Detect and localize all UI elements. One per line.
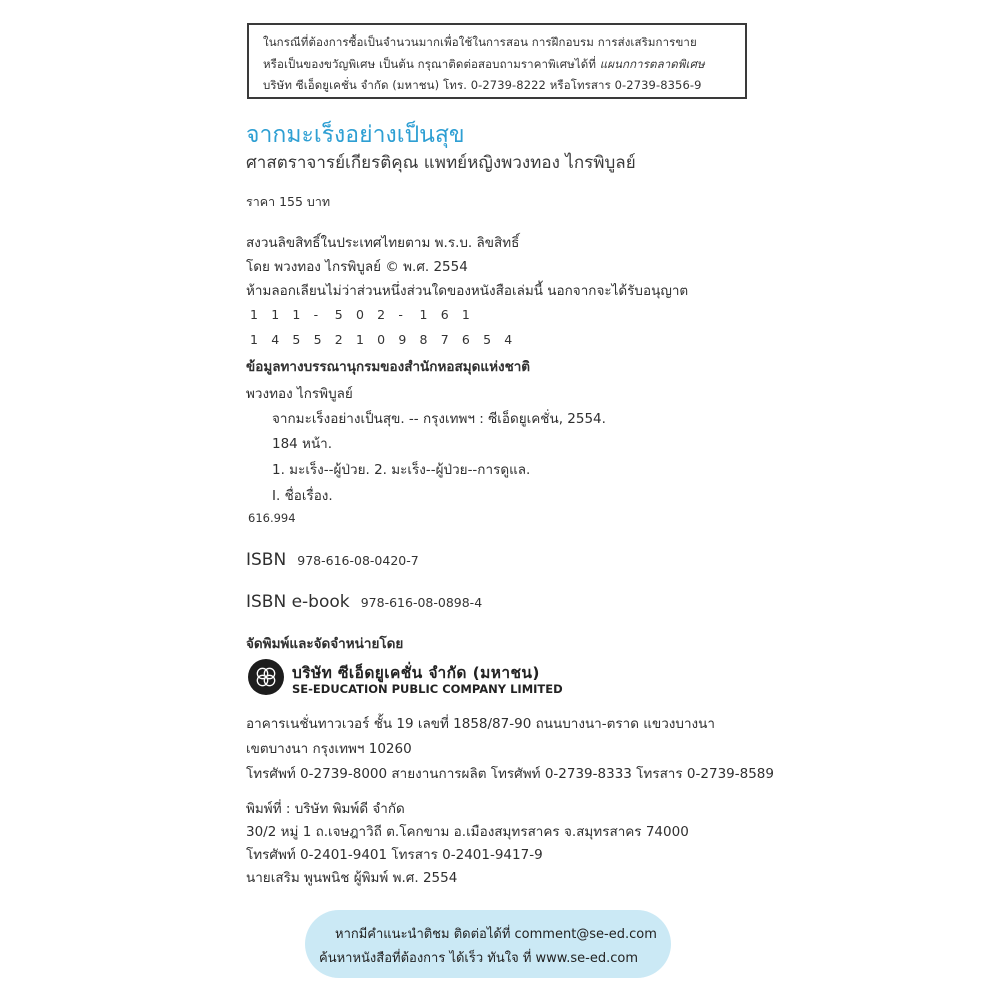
- cataloging-author: พวงทอง ไกรพิบูลย์: [246, 386, 353, 402]
- cataloging-title-entry: I. ชื่อเรื่อง.: [272, 488, 333, 504]
- bulk-order-notice-box: [247, 23, 747, 99]
- print-code-digit: 0: [377, 332, 386, 347]
- book-price: ราคา 155 บาท: [246, 194, 331, 209]
- print-code-digit: 1: [250, 307, 258, 322]
- notice-line-2: [263, 56, 705, 74]
- publisher-address-line-1: อาคารเนชั่นทาวเวอร์ ชั้น 19 เลขที่ 1858/87-90 ถนนบางนา-ตราด แขวงบางนา: [246, 716, 715, 732]
- cataloging-subjects: 1. มะเร็ง--ผู้ป่วย. 2. มะเร็ง--ผู้ป่วย--การดูแล.: [272, 462, 531, 478]
- print-code-digit: 1: [292, 307, 301, 322]
- special-marketing-dept: แผนกการตลาดพิเศษ: [599, 57, 705, 71]
- classification-number: 616.994: [248, 511, 296, 525]
- publisher-address-line-2: เขตบางนา กรุงเทพฯ 10260: [246, 741, 412, 757]
- cataloging-entry: จากมะเร็งอย่างเป็นสุข. -- กรุงเทพฯ : ซีเอ็ดยูเคชั่น, 2554.: [272, 411, 606, 427]
- print-code-digit: 4: [271, 332, 280, 347]
- publisher-phones: โทรศัพท์ 0-2739-8000 สายงานการผลิต โทรศัพท์ 0-2739-8333 โทรสาร 0-2739-8589: [246, 766, 774, 782]
- book-author: ศาสตราจารย์เกียรติคุณ แพทย์หญิงพวงทอง ไกรพิบูลย์: [246, 153, 636, 173]
- isbn-ebook-value: 978-616-08-0898-4: [360, 595, 483, 610]
- print-code-digit: 1: [419, 307, 428, 322]
- print-code-digit: 6: [440, 307, 449, 322]
- copyright-line-2: โดย พวงทอง ไกรพิบูลย์ © พ.ศ. 2554: [246, 259, 468, 275]
- contact-bubble: [305, 910, 671, 978]
- print-code-digit: 9: [398, 332, 407, 347]
- print-code-digit: -: [313, 307, 319, 322]
- print-code-digit: 0: [355, 307, 364, 322]
- print-code-digit: 4: [504, 332, 513, 347]
- print-code-digit: 1: [271, 307, 280, 322]
- print-code-digit: 1: [250, 332, 258, 347]
- print-code-digit: 2: [334, 332, 343, 347]
- printer-line-2: 30/2 หมู่ 1 ถ.เจษฎาวิถี ต.โคกขาม อ.เมืองสมุทรสาคร จ.สมุทรสาคร 74000: [246, 824, 689, 840]
- notice-line-3: บริษัท ซีเอ็ดยูเคชั่น จำกัด (มหาชน) โทร. 0-2739-8222 หรือโทรสาร 0-2739-8356-9: [263, 78, 702, 92]
- print-code-digit: 1: [461, 307, 470, 322]
- cataloging-pages: 184 หน้า.: [272, 436, 333, 452]
- copyright-line-1: สงวนลิขสิทธิ์ในประเทศไทยตาม พ.ร.บ. ลิขสิทธิ์: [246, 235, 520, 251]
- cataloging-heading: ข้อมูลทางบรรณานุกรมของสำนักหอสมุดแห่งชาติ: [246, 359, 531, 375]
- print-code-digit: 5: [483, 332, 492, 347]
- print-code-digit: 8: [419, 332, 428, 347]
- print-code-digit: -: [398, 307, 403, 322]
- print-code-digit: 1: [355, 332, 364, 347]
- book-title: จากมะเร็งอย่างเป็นสุข: [246, 122, 465, 148]
- print-code-digit: 6: [461, 332, 470, 347]
- print-code-digit: 5: [334, 307, 343, 322]
- print-code-digit: 7: [440, 332, 449, 347]
- printer-line-1: พิมพ์ที่ : บริษัท พิมพ์ดี จำกัด: [246, 801, 405, 817]
- contact-comment-line: หากมีคำแนะนำติชม ติดต่อได้ที่ comment@se-ed.com: [335, 927, 657, 942]
- isbn-ebook-label: ISBN e-book: [246, 592, 350, 612]
- printer-line-4: นายเสริม พูนพนิช ผู้พิมพ์ พ.ศ. 2554: [246, 870, 458, 886]
- isbn-ebook-row: [246, 592, 482, 612]
- publisher-heading: จัดพิมพ์และจัดจำหน่ายโดย: [246, 636, 404, 652]
- notice-line-2-text: หรือเป็นของขวัญพิเศษ เป็นต้น กรุณาติดต่อสอบถามราคาพิเศษได้ที่: [263, 57, 600, 71]
- print-code-row-1: [250, 307, 483, 322]
- print-code-digit: 5: [313, 332, 322, 347]
- isbn-value: 978-616-08-0420-7: [297, 553, 419, 568]
- isbn-label: ISBN: [246, 550, 287, 570]
- publisher-name-thai: บริษัท ซีเอ็ดยูเคชั่น จำกัด (มหาชน): [292, 664, 540, 682]
- print-code-digit: 2: [377, 307, 386, 322]
- printer-line-3: โทรศัพท์ 0-2401-9401 โทรสาร 0-2401-9417-9: [246, 847, 543, 863]
- publisher-name-english: SE-EDUCATION PUBLIC COMPANY LIMITED: [292, 682, 563, 696]
- contact-website-line: ค้นหาหนังสือที่ต้องการ ได้เร็ว ทันใจ ที่ www.se-ed.com: [319, 951, 638, 966]
- se-ed-logo-icon: [248, 659, 284, 695]
- copyright-line-3: ห้ามลอกเลียนไม่ว่าส่วนหนึ่งส่วนใดของหนังสือเล่มนี้ นอกจากจะได้รับอนุญาต: [246, 283, 689, 299]
- isbn-row: [246, 550, 419, 570]
- print-code-digit: 5: [292, 332, 301, 347]
- print-code-row-2: [250, 332, 525, 347]
- notice-line-1: ในกรณีที่ต้องการซื้อเป็นจำนวนมากเพื่อใช้ในการสอน การฝึกอบรม การส่งเสริมการขาย: [263, 35, 697, 49]
